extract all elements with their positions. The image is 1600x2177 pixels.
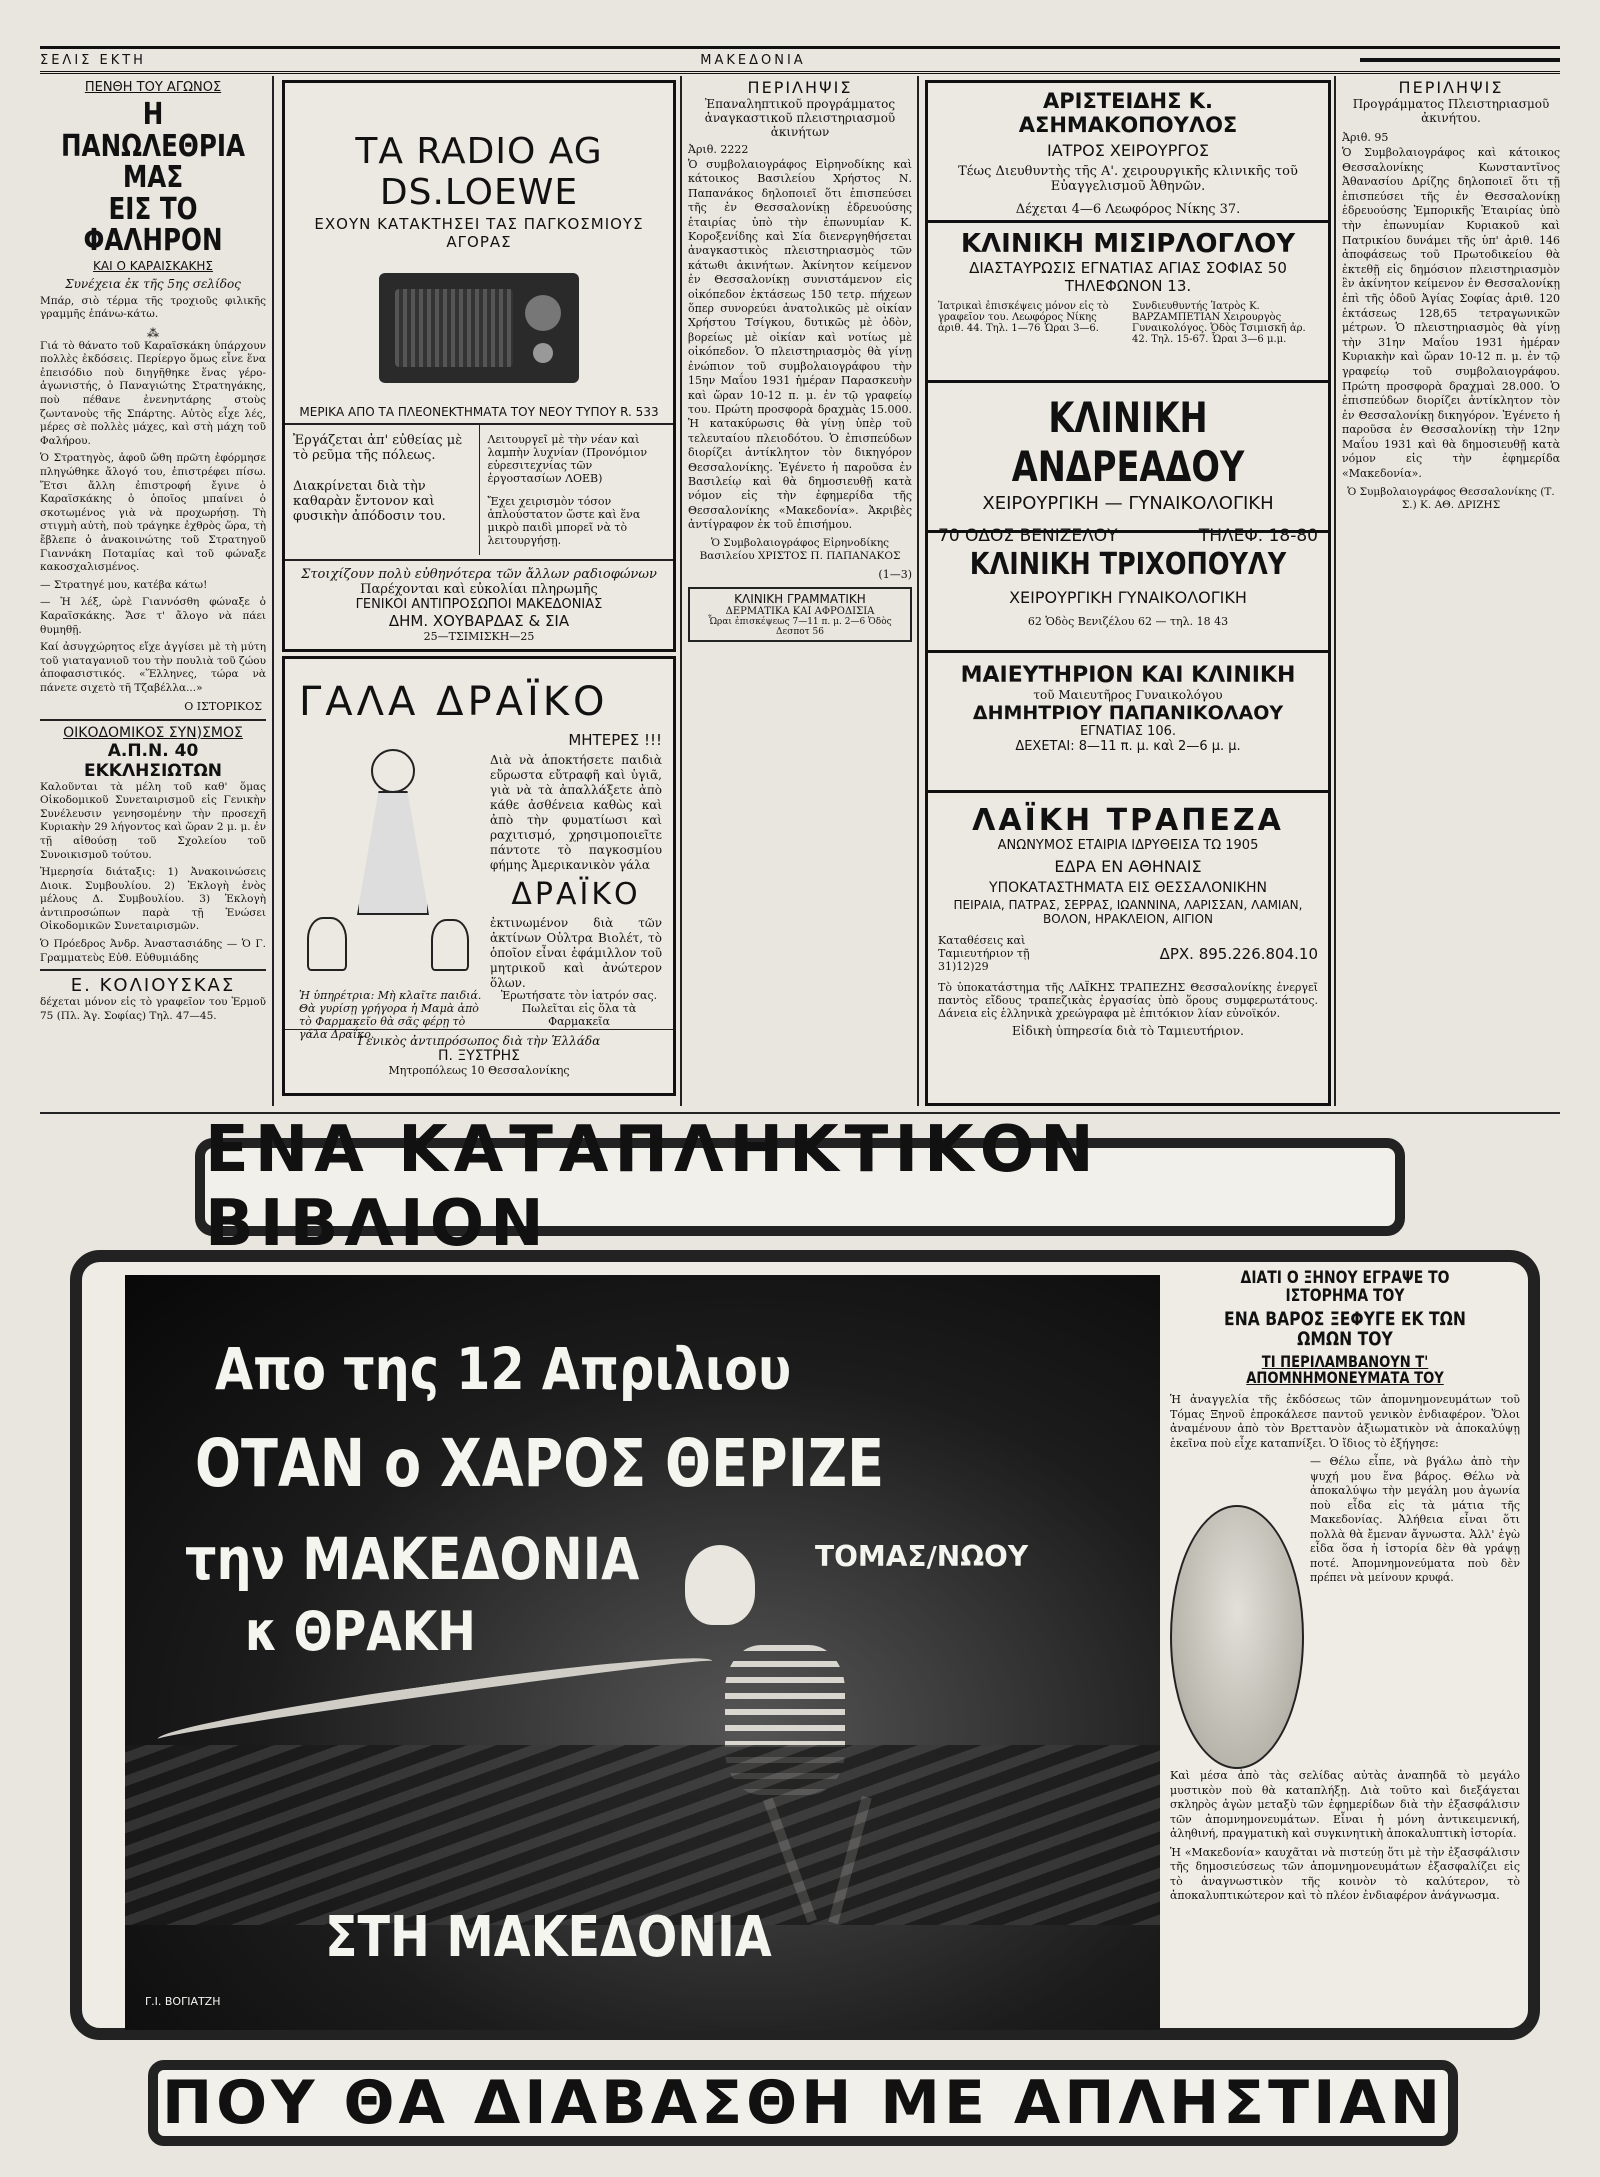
radio-company: ΔΗΜ. ΧΟΥΒΑΡΔΑΣ & ΣΙΑ (388, 612, 570, 630)
article-paragraph: — Στρατηγέ μου, κατέβα κάτω! (40, 578, 208, 591)
sidebar-heading-2: ΕΝΑ ΒΑΡΟΣ ΞΕΦΥΓΕ ΕΚ ΤΩΝ ΩΜΩΝ ΤΟΥ (1224, 1307, 1466, 1350)
misirloglou-address: ΔΙΑΣΤΑΥΡΩΣΙΣ ΕΓΝΑΤΙΑΣ ΑΓΙΑΣ ΣΟΦΙΑΣ 50 (969, 259, 1287, 277)
milk-mothers: ΜΗΤΕΡΕΣ !!! (568, 731, 662, 749)
column-four-ads (925, 80, 1331, 1106)
milk-body: Διὰ νὰ ἀποκτήσετε παιδιὰ εὔρωστα εὔτραφῆ καὶ ὑγιᾶ, γιὰ νὰ τὰ ἀπαλλάξετε ἀπὸ κάθε ἀσθένεια καθὼς καὶ ἀπὸ τὴν φυματίωσι καὶ ραχιτισμό, χρησιμοποιεῖτε πάντοτε τὸ παγκοσμίου φήμης Ἀμερικανικὸν γάλα (490, 753, 662, 872)
misirloglou-clinic-ad (928, 223, 1328, 383)
radio-features (285, 425, 673, 555)
radio-features-right (480, 425, 674, 555)
trichopoulou-specialty: ΧΕΙΡΟΥΡΓΙΚΗ ΓΥΝΑΙΚΟΛΟΓΙΚΗ (1009, 588, 1247, 607)
notice-deck: Ἐπαναληπτικοῦ προγράμματος ἀναγκαστικοῦ πλειστηριασμοῦ ἀκινήτων (704, 97, 896, 139)
paper-name: ΜΑΚΕΔΟΝΙΑ (700, 52, 806, 68)
masthead (40, 46, 1560, 74)
milk-ask-doctor: Ἐρωτήσατε τὸν ἰατρόν σας. Πωλεῖται εἰς ὅλα τὰ Φαρμακεῖα (500, 989, 658, 1028)
radio-caption: ΜΕΡΙΚΑ ΑΠΟ ΤΑ ΠΛΕΟΝΕΚΤΗΜΑΤΑ ΤΟΥ ΝΕΟΥ ΤΥΠΟΥ R. 533 (285, 405, 673, 425)
bank-body: Τὸ ὑποκατάστημα τῆς ΛΑΪΚΗΣ ΤΡΑΠΕΖΗΣ Θεσσαλονίκης ἐνεργεῖ παντὸς εἴδους τραπεζικὰς ἐργασίας ὑπὸ ὅρους συμφερωτάτους. Δάνεια εἰς ἑλληνικὰ χρεώγραφα μὲ ἐπιτόκιον λίαν εὐνοϊκόν. (938, 981, 1318, 1020)
notice-body: Ὁ συμβολαιογράφος Εἰρηνοδίκης καὶ κάτοικος Βασιλείου Χρήστος Ν. Παπανάκος δηλοποιεῖ ὅτι ἐπισπεύσει τῆς ἐν Θεσσαλονίκῃ ἑδρευούσης ἑταιρίας ὑπὸ τὴν ἐπωνυμίαν Κ. Κοροξενίδης καὶ Σία διενεργηθήσεται ἀναγκαστικὸς πλειστηριασμὸς τῶν κάτωθι ἀκινήτων. Ἀκίνητον κείμενον ἐν Θεσσαλονίκῃ συνιστάμενον εἰς οἰκόπεδον ἐκτάσεως 150 τετρ. πήχεων ὅπερ συνορεύει ἀνατολικῶς μὲ οἰκίαν Χρήστου Τσίγκου, δυτικῶς μὲ ὁδὸν, βορείως μὲ οἰκίαν καὶ νοτίως μὲ οἰκόπεδον. Ὁ πλειστηριασμὸς θὰ γίνῃ ἐνώπιον τοῦ συμβολαιογράφου τὴν 15ην Μαΐου 1931 ἡμέραν Παρασκευὴν καὶ ὥραν 10-12 π. μ. ἐν τῷ γραφείῳ του. Πρώτη προσφορὰ δραχμὰς 15.000. Ἡ κατακύρωσις θὰ γίνῃ ὑπὲρ τοῦ τελευταίου πλειοδότου. Ὁ ἐπισπεύδων διορίζει ἀντίκλητον τὸν δικηγόρον Θεσσαλονίκης. Ἐγένετο ἡ παροῦσα ἐν Βασιλείῳ καὶ θὰ δημοσιευθῇ κατὰ νόμον εἰς τὴν ἐφημερίδα τῆς Θεσσαλονίκης «Μακεδονία». Ἀκριβὲς ἀντίγραφον ἐκ τοῦ ἐπισήμου. (688, 158, 912, 532)
misirloglou-phone: ΤΗΛΕΦΩΝΟΝ 13. (1064, 277, 1192, 295)
milk-advertisement (282, 656, 676, 1096)
surgeon-hours: Δέχεται 4—6 Λεωφόρος Νίκης 37. (1015, 202, 1241, 217)
misirloglou-doctors (938, 301, 1318, 345)
column-five (1342, 78, 1560, 1108)
sidebar-heading-3: ΤΙ ΠΕΡΙΛΑΜΒΑΝΟΥΝ Τ' ΑΠΟΜΝΗΜΟΝΕΥΜΑΤΑ ΤΟΥ (1246, 1351, 1444, 1388)
article-paragraph: Ὁ Στρατηγὸς, ἀφοῦ ὤθη πρῶτη ἐφόρμησε πληγώθηκε ἄλογό του, ἐπιστρέφει πίσω. Ἔτσι ἄλλη ἐπιστροφή ἔγινε ὁ Καραϊσκάκης ὁ ὁποῖος μπαίνει ὁ σκοτωμένος γιὰ νὰ προχωρήσῃ. Τὴ στιγμὴ αὐτὴ, ποὺ τράγηκε ἐχθρὸς ὥρα, τὴ ἔβλεπε ὁ ἀνακοινώτης τοῦ Στρατηγοῦ Γιαννάκη Ποταμίας καὶ τοῦ φώναξε κακοσχαλισμένος. (40, 452, 266, 574)
poster-author: ΤΟΜΑΣ/ΝΩΟΥ (815, 1540, 1029, 1573)
clinic-specialty: ΔΕΡΜΑΤΙΚΑ ΚΑΙ ΑΦΡΟΔΙΣΙΑ (725, 605, 875, 617)
notice-title: ΠΕΡΙΛΗΨΙΣ (747, 78, 853, 97)
maternity-doctor: ΔΗΜΗΤΡΙΟΥ ΠΑΠΑΝΙΚΟΛΑΟΥ (972, 702, 1284, 724)
notice-subtitle: Α.Π.Ν. 40 ΕΚΚΛΗΣΙΩΤΩΝ (83, 740, 222, 781)
radio-feature: Ἔχει χειρισμὸν τόσον ἁπλούστατον ὥστε καὶ ἕνα μικρὸ παιδὶ μπορεῖ νὰ τὸ λειτουργήσῃ. (487, 495, 641, 547)
sidebar-closing: Ἡ «Μακεδονία» καυχᾶται νὰ πιστεύῃ ὅτι μὲ τὴν ἐξασφάλισιν τῆς δημοσιεύσεως τῶν ἀπομνημονευμάτων ἐξασφαλίζει εἰς τὸ ἀναγνωστικὸν τῆς κοινὸν τὸ καλύτερον, τὸ ἀποκαλυπτικώτερον καὶ τὸ πλέον ἐνδιαφέρον ἀνάγνωσμα. (1170, 1845, 1520, 1903)
book-poster (125, 1275, 1160, 2030)
poster-artist: Γ.Ι. ΒΟΓΙΑΤΖΗ (145, 1995, 221, 2008)
andreadou-clinic-ad (928, 383, 1328, 546)
article-byline: ΚΑΙ Ο ΚΑΡΑΙΣΚΑΚΗΣ (93, 258, 213, 273)
radio-feature: Διακρίνεται διὰ τὴν καθαρὰν ἔντονον καὶ φυσικὴν ἀπόδοσιν του. (293, 479, 446, 524)
divider (40, 719, 266, 721)
sidebar-quote-row (1170, 1455, 1520, 1769)
column-rule (917, 76, 919, 1106)
column-three (688, 78, 912, 1108)
maternity-sub: τοῦ Μαιευτῆρος Γυναικολόγου (1033, 688, 1223, 702)
notice-ref: (1—3) (878, 567, 912, 581)
radio-payment-note: Παρέχονται καὶ εὐκολίαι πληρωμῆς (360, 582, 598, 597)
doctor-notice: δέχεται μόνον εἰς τὸ γραφεῖον του Ἑρμοῦ 75 (Πλ. Ἁγ. Σοφίας) Τηλ. 47—45. (40, 996, 266, 1022)
divider (40, 969, 266, 971)
notice-body: Καλοῦνται τὰ μέλη τοῦ καθ' ὅμας Οἰκοδομικοῦ Συνεταιρισμοῦ εἰς Γενικὴν Συνέλευσιν γενησομένην τὴν προσεχῆ Κυριακὴν 29 λήγοντος καὶ ὥραν 2 μ. μ. ἐν τῇ αἰθούσῃ τοῦ Σχολείου τοῦ Συνοικισμοῦ τούτου. (40, 780, 266, 861)
surgeon-role: ΙΑΤΡΟΣ ΧΕΙΡΟΥΡΓΟΣ (1047, 141, 1209, 160)
radio-price-note: Στοιχίζουν πολὺ εὐθηνότερα τῶν ἄλλων ραδιοφώνων (301, 567, 657, 582)
radio-address: 25—ΤΣΙΜΙΣΚΗ—25 (423, 630, 535, 643)
notice-body: Ὁ Συμβολαιογράφος καὶ κάτοικος Θεσσαλονίκης Κωνσταντῖνος Ἀθανασίου Δρίζης δηλοποιεῖ ὅτι τῇ ἐπισπεύσει τῆς ἐν Θεσσαλονίκῃ ἑδρευούσης Ἐμπορικῆς Ἑταιρίας ὑπὸ τὴν ἐπωνυμίαν Κυριακοῦ καὶ Πατρικίου δυνάμει τῆς ὑπ' ἀριθ. 146 ἀποφάσεως τοῦ Πρωτοδικείου θὰ ἐκτεθῇ εἰς δημόσιον πλειστηριασμὸν ἓν ἀκίνητον κείμενον ἐν Θεσσαλονίκῃ ἐπὶ τῆς ὁδοῦ Ἀγίας Σοφίας ἀριθ. 120 ἐκτάσεως 128,65 τετραγωνικῶν μέτρων. Ὁ πλειστηριασμὸς θὰ γίνῃ τὴν 31ην Μαΐου 1931 ἡμέραν Κυριακὴν καὶ ὥραν 10-12 π. μ. ἐν τῷ γραφείῳ τοῦ συμβολαιογράφου. Πρώτη προσφορὰ δραχμαὶ 28.000. Ὁ ἐπισπεύδων διορίζει ἀντίκλητον τὸν ἐν Θεσσαλονίκῃ δικηγόρον. Ἐγένετο ἡ παροῦσα ἐν Θεσσαλονίκῃ τὴν 12ην Μαΐου 1931 καὶ θὰ δημοσιευθῇ κατὰ νόμον εἰς τὴν ἐφημερίδα «Μακεδονία». (1342, 146, 1560, 481)
column-rule (1334, 76, 1336, 1106)
radio-feature: Λειτουργεῖ μὲ τὴν νέαν καὶ λαμπὴν λυχνίαν (Προνόμιον εὑρεσιτεχνίας τῶν ἐργοστασίων ΛΟΕΒ) (487, 433, 648, 485)
book-ad-sidebar (1170, 1270, 1520, 2030)
bank-branches-title: ΥΠΟΚΑΤΑΣΤΗΜΑΤΑ ΕΙΣ ΘΕΣΣΑΛΟΝΙΚΗΝ (989, 880, 1267, 896)
andreadou-address: 70 ΟΔΟΣ ΒΕΝΙΖΕΛΟΥ (938, 526, 1118, 546)
notice-number: Ἀριθ. 2222 (688, 143, 749, 156)
milk-body-2: ἐκτινωμένον διὰ τῶν ἀκτίνων Οὐλτρα Βιολέτ, τὸ ὁποῖον εἶναι ἐφάμιλλον τοῦ μητρικοῦ καὶ ἀνώτερον ὅλων. (490, 916, 662, 990)
mother-children-illustration (301, 749, 481, 979)
maternity-hours: ΔΕΧΕΤΑΙ: 8—11 π. μ. καὶ 2—6 μ. μ. (1015, 739, 1241, 754)
notice-signature: Ὁ Συμβολαιογράφος Εἰρηνοδίκης Βασιλείου ΧΡΙΣΤΟΣ Π. ΠΑΠΑΝΑΚΟΣ (699, 536, 901, 563)
bank-deposits-label: Καταθέσεις καὶ Ταμιευτήριον τῇ 31)12)29 (938, 934, 1030, 973)
child-icon (307, 917, 347, 971)
bank-deposits-amount: ΔΡΧ. 895.226.804.10 (1159, 944, 1318, 963)
milk-footer (285, 1029, 673, 1077)
article-paragraph: — Ἡ λέξ, ὠρὲ Γιαννόσθη φώναξε ὁ Καραϊσκάκης. Ἄσε τ' ἄλογο νὰ πάει θυμηθῇ. (40, 596, 266, 636)
book-banner-top-text: ΕΝΑ ΚΑΤΑΠΛΗΚΤΙΚΟΝ ΒΙΒΛΙΟΝ (205, 1113, 1100, 1261)
radio-dial-icon (525, 295, 561, 331)
radio-agents: ΓΕΝΙΚΟΙ ΑΝΤΙΠΡΟΣΩΠΟΙ ΜΑΚΕΔΟΝΙΑΣ (355, 597, 603, 612)
child-icon (431, 919, 469, 971)
maternity-clinic-ad (928, 653, 1328, 793)
radio-footer (285, 559, 673, 643)
doctor-name: Ε. ΚΟΛΙΟΥΣΚΑΣ (70, 975, 236, 997)
poster-line-3: την ΜΑΚΕΔΟΝΙΑ (185, 1525, 640, 1593)
misirloglou-name: ΚΛΙΝΙΚΗ ΜΙΣΙΡΛΟΓΛΟΥ (960, 229, 1296, 259)
misirloglou-right: Συνδιευθυντής Ἰατρὸς Κ. ΒΑΡΖΑΜΠΕΤΙΑΝ Χειρουργὸς Γυναικολόγος. Ὁδὸς Τσιμισκῆ ἀρ. 42. Τηλ. 15-67. Ὧραι 3—6 μ.μ. (1132, 301, 1306, 345)
poster-line-5: ΣΤΗ ΜΑΚΕΔΟΝΙΑ (325, 1905, 772, 1970)
radio-knob-icon (533, 343, 553, 363)
surgeon-name: ΑΡΙΣΤΕΙΔΗΣ Κ. ΑΣΗΜΑΚΟΠΟΥΛΟΣ (1018, 89, 1238, 137)
sidebar-heading-1: ΔΙΑΤΙ Ο ΞΗΝΟΥ ΕΓΡΑΨΕ ΤΟ ΙΣΤΟΡΗΜΑ ΤΟΥ (1240, 1270, 1450, 1306)
radio-tagline: ΕΧΟΥΝ ΚΑΤΑΚΤΗΣΕΙ ΤΑΣ ΠΑΓΚΟΣΜΙΟΥΣ ΑΓΟΡΑΣ (314, 215, 644, 251)
milk-representative: Γενικὸς ἀντιπρόσωπος διὰ τὴν Ἑλλάδα (357, 1034, 601, 1048)
trichopoulou-name: ΚΛΙΝΙΚΗ ΤΡΙΧΟΠΟΥΛΥ (969, 547, 1287, 582)
radio-feature: Ἐργάζεται ἀπ' εὐθείας μὲ τὸ ρεῦμα τῆς πόλεως. (293, 433, 463, 463)
article-paragraph: Γιά τὸ θάνατο τοῦ Καραϊσκάκη ὑπάρχουν πολλὲς ἐκδόσεις. Περίεργο ὅμως εἶνε ἕνα ἐπεισόδιο ποὺ διηγῆθηκε ἕνας γέρο-ἀγωνιστής, ὁ Παναγιώτης Στρατηγάκης, ποὺ πέθανε ἑνενηντάρης στοὺς ζωντανοὺς τῆς Σπάρτης. Αὐτὸς εἶχε λές, μέρες σὲ πολλὲς μάχες, καὶ στὴ μάχη τοῦ Φαλήρου. (40, 339, 266, 447)
sidebar-quote: — Θέλω εἶπε, νὰ βγάλω ἀπὸ τὴν ψυχή μου ἕνα βάρος. Θέλω νὰ ἀποκαλύψω τὴν μεγάλη μου ἀγωνία ποὺ εἶδα εἰς τὰ μάτια τῆς Μακεδονίας. Ἀλήθεια εἶναι ὅτι πολλὰ θὰ ἔμεναν ἄγνωστα. Ἀλλ' ἐγὼ εἶδα ὅσα ἡ ἱστορία δὲν θὰ γράψῃ ποτέ. Ἀπομνημονεύματα ποὺ δὲν πρέπει νὰ μείνουν κρυφά. (1310, 1455, 1520, 1585)
misirloglou-left: Ἰατρικαὶ ἐπισκέψεις μόνον εἰς τὸ γραφεῖον του. Λεωφόρος Νίκης ἀριθ. 44. Τηλ. 1—76 Ὧραι 3—6. (938, 301, 1109, 334)
bank-founded: ΑΝΩΝΥΜΟΣ ΕΤΑΙΡΙΑ ΙΔΡΥΘΕΙΣΑ ΤΩ 1905 (997, 838, 1259, 853)
laiki-bank-ad (928, 793, 1328, 1093)
maternity-name: ΜΑΙΕΥΤΗΡΙΟΝ ΚΑΙ ΚΛΙΝΙΚΗ (960, 663, 1296, 688)
skull-icon (685, 1545, 755, 1625)
poster-line-1: Απο της 12 Απριλιου (215, 1335, 792, 1403)
notice-number: Ἀριθ. 95 (1342, 131, 1389, 144)
clinic-hours: Ὧραι ἐπισκέψεως 7—11 π. μ. 2—6 Ὁδὸς Δεσποτ 56 (708, 616, 892, 637)
article-paragraph: Καί ἀσυγχώρητος εἴχε ἀγγίσει μὲ τὴ μύτη τοῦ γιαταγανιοῦ του τὴν πουλιὰ τοῦ ζώου ἀποφασιστικός. «Ἕλληνες, τώρα νὰ πάνετε σιχετὸ τῆ Τζαβέλλα...» (40, 641, 266, 694)
trichopoulou-clinic-ad (928, 533, 1328, 653)
notice-signatures: Ὁ Πρόεδρος Ἀνδρ. Ἀναστασιάδης — Ὁ Γ. Γραμματεὺς Εὐθ. Εὐθυμιάδης (40, 938, 266, 964)
andreadou-specialty: ΧΕΙΡΟΥΡΓΙΚΗ — ΓΥΝΑΙΚΟΛΟΓΙΚΗ (982, 493, 1274, 514)
milk-rep-name: Π. ΞΥΣΤΡΗΣ (437, 1048, 521, 1064)
radio-set-image (379, 273, 579, 383)
article-signature: Ο ΙΣΤΟΡΙΚΟΣ (184, 699, 262, 713)
article-paragraph: Μπάρ, σιὸ τέρμα τῆς τροχιοῦς φιλικῆς γραμμῆς ἐπάνω-κάτω. (40, 294, 266, 321)
article-kicker: ΠΕΝΘΗ ΤΟΥ ΑΓΩΝΟΣ (84, 80, 222, 95)
notice-title: ΟΙΚΟΔΟΜΙΚΟΣ ΣΥΝ)ΣΜΟΣ (63, 724, 243, 741)
surgeon-desc: Τέως Διευθυντὴς τῆς Α'. χειρουργικῆς κλινικῆς τοῦ Εὐαγγελισμοῦ Ἀθηνῶν. (958, 164, 1298, 194)
book-banner-top (195, 1113, 1405, 1261)
dress-icon (357, 791, 429, 915)
article-headline-2: ΕΙΣ ΤΟ ΦΑΛΗΡΟΝ (83, 191, 223, 258)
surgeon-ad (928, 83, 1328, 223)
milk-copy (490, 731, 662, 995)
radio-advertisement (282, 80, 676, 652)
notice-signature: Ὁ Συμβολαιογράφος Θεσσαλονίκης (Τ. Σ.) Κ. ΑΘ. ΔΡΙΖΗΣ (1347, 485, 1555, 512)
page-number: ΣΕΛΙΣ ΕΚΤΗ (40, 52, 146, 68)
sidebar-intro: Ἡ ἀναγγελία τῆς ἐκδόσεως τῶν ἀπομνημονευμάτων τοῦ Τόμας Ξηνοῦ ἐπροκάλεσε παντοῦ γενικὸν ἐνδιαφέρον. Ὅλοι ἀναμένουν ἀπὸ τὸν Βρεττανὸν ἀξιωματικὸν νὰ ἀποκαλύψῃ ἐκεῖνα ποὺ εἶχε καταπνίξει. Ὁ ἴδιος τὸ ἐξήγησε: (1170, 1393, 1520, 1450)
article-headline: Η ΠΑΝΩΛΕΘΡΙΑ ΜΑΣ (60, 97, 246, 195)
sidebar-body: Καὶ μέσα ἀπὸ τὰς σελίδας αὐτὰς ἀναπηδᾶ τὸ μεγάλο μυστικὸν ποὺ θὰ καταπλήξῃ. Διὰ τοῦτο καὶ διεξάγεται σκληρὸς ἀγὼν μεταξὺ τῶν ἐφημερίδων διὰ τὴν ἐξασφάλισιν τῶν ἀπομνημονευμάτων. Εἶναι ἡ μόνη ἀντικειμενική, ἀληθινή, πραγματικὴ καὶ συγκινητικὴ ἀποκαλυπτικὴ ἱστορία. (1170, 1769, 1520, 1841)
column-one (40, 78, 266, 1108)
poster-line-2: ΟΤΑΝ ο ΧΑΡΟΣ ΘΕΡΙΖΕ (195, 1425, 885, 1502)
book-banner-bottom-text: ΠΟΥ ΘΑ ΔΙΑΒΑΣΘΗ ΜΕ ΑΠΛΗΣΤΙΑΝ (161, 2068, 1445, 2138)
author-portrait (1170, 1505, 1304, 1769)
radio-brand: ΤΑ RADIO AG DS.LOEWE (355, 131, 603, 213)
bank-seat: ΕΔΡΑ ΕΝ ΑΘΗΝΑΙΣ (1054, 857, 1202, 876)
milk-rep-address: Μητροπόλεως 10 Θεσσαλονίκης (388, 1064, 570, 1077)
bank-deposits (938, 934, 1318, 973)
column-rule (272, 76, 274, 1106)
mother-figure-icon (371, 749, 415, 793)
milk-title: ΓΑΛΑ ΔΡΑΪΚΟ (299, 679, 609, 725)
radio-speaker-icon (395, 289, 513, 367)
poster-line-4: κ ΘΡΑΚΗ (245, 1600, 476, 1663)
column-rule (680, 76, 682, 1106)
book-banner-bottom (148, 2060, 1458, 2146)
field-waves-icon (125, 1745, 1160, 1925)
clinic-name: ΚΛΙΝΙΚΗ ΓΡΑΜΜΑΤΙΚΗ (734, 591, 866, 606)
radio-features-left (285, 425, 480, 555)
notice-deck: Προγράμματος Πλειστηριασμοῦ ἀκινήτου. (1352, 97, 1550, 125)
andreadou-phone: ΤΗΛΕΦ. 18-80 (1198, 526, 1318, 546)
masthead-rule-right (1360, 58, 1560, 62)
maid-quote: Ἡ ὑπηρέτρια: Μὴ κλαῖτε παιδιά. Θὰ γυρίσῃ γρήγορα ἡ Μαμὰ ἀπὸ τὸ Φαρμακεῖο θὰ σᾶς φέρῃ τὸ γάλα Δραΐκο. (299, 989, 482, 1041)
andreadou-name: ΚΛΙΝΙΚΗ ΑΝΔΡΕΑΔΟΥ (1011, 393, 1245, 491)
notice-title: ΠΕΡΙΛΗΨΙΣ (1398, 78, 1504, 97)
section-ornament: ⁂ (147, 325, 159, 340)
trichopoulou-address: 62 Ὁδὸς Βενιζέλου 62 — τηλ. 18 43 (1027, 615, 1229, 628)
bank-branches: ΠΕΙΡΑΙΑ, ΠΑΤΡΑΣ, ΣΕΡΡΑΣ, ΙΩΑΝΝΙΝΑ, ΛΑΡΙΣΣΑΝ, ΛΑΜΙΑΝ, ΒΟΛΟΝ, ΗΡΑΚΛΕΙΟΝ, ΑΙΓΙΟΝ (953, 898, 1303, 926)
clinic-box (688, 587, 912, 642)
bank-name: ΛΑΪΚΗ ΤΡΑΠΕΖΑ (972, 803, 1284, 838)
maternity-address: ΕΓΝΑΤΙΑΣ 106. (1079, 724, 1177, 739)
bank-savings-note: Εἰδικὴ ὑπηρεσία διὰ τὸ Ταμιευτήριον. (1012, 1024, 1244, 1038)
milk-brand: ΔΡΑΪΚΟ (511, 877, 641, 912)
article-deck: Συνέχεια ἐκ τῆς 5ης σελίδος (65, 276, 241, 291)
notice-agenda: Ἡμερησία διάταξις: 1) Ἀνακοινώσεις Διοικ. Συμβουλίου. 2) Ἐκλογὴ ἑνὸς μέλους Δ. Συμβουλίου. 3) Ἐκλογὴ ἀντιπροσώπων παρὰ τῇ Ἑνώσει Οἰκοδομικῶν Συνεταιρισμῶν. (40, 866, 266, 933)
